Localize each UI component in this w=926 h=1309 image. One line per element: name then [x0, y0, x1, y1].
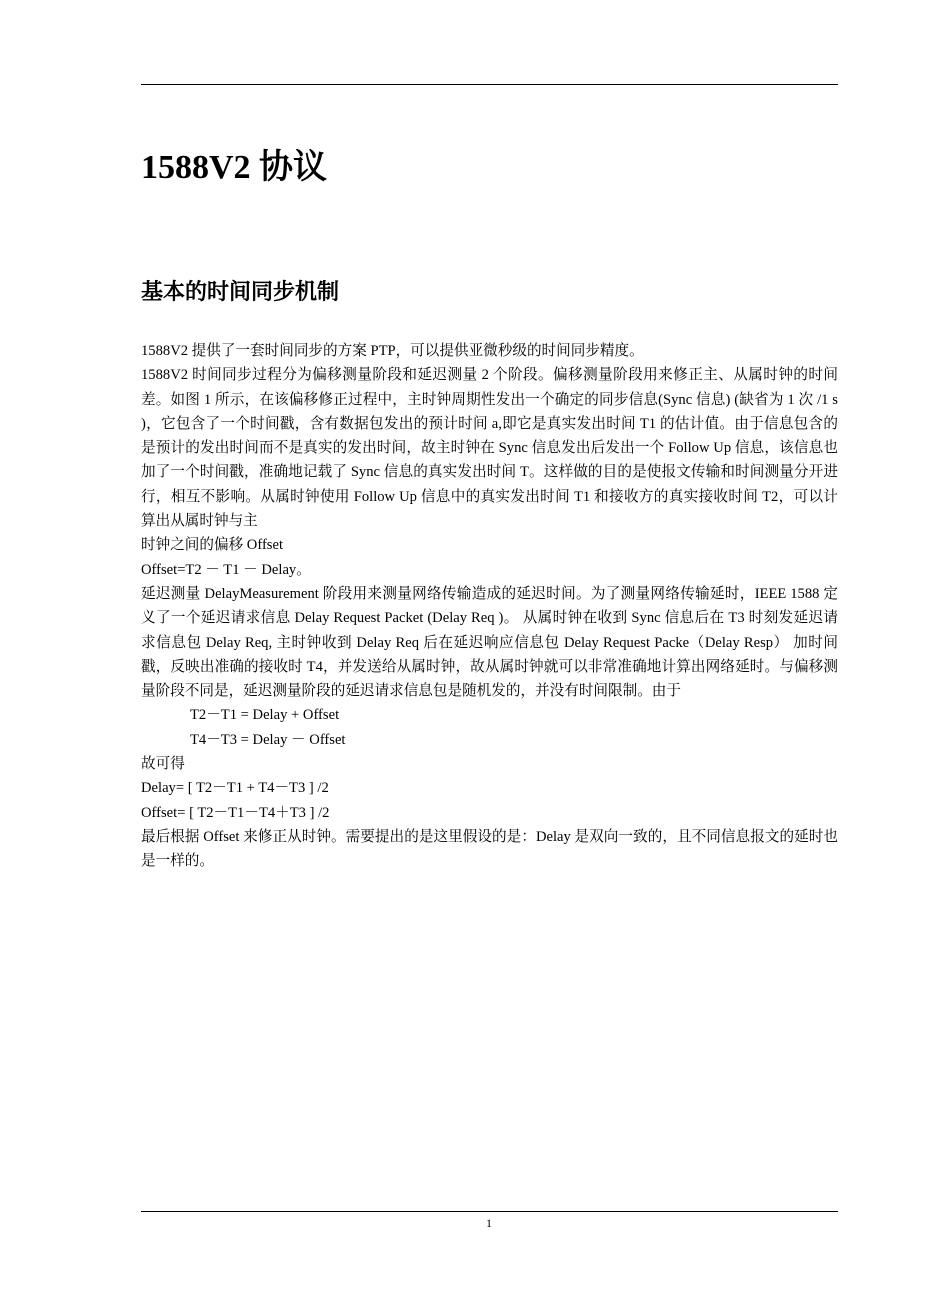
section-heading: 基本的时间同步机制: [141, 280, 340, 305]
paragraph-conclusion: 最后根据 Offset 来修正从时钟。需要提出的是这里假设的是：Delay 是双向一致的，且不同信息报文的延时也 是一样的。: [141, 828, 838, 870]
formula-t4-t3: T4－T3 = Delay － Offset: [190, 731, 346, 748]
paragraph-offset-measurement: 1588V2 时间同步过程分为偏移测量阶段和延迟测量 2 个阶段。偏移测量阶段用来修正主、从属时钟的时间差。如图 1 所示，在该偏移修正过程中，主时钟周期性发出一个确定的同步信息(Sync 信息) (缺省为 1 次 /1 s )，它包含了一个时间戳，含有数据包发出的预计时间 a,即它是真实发出时间 T1 的估计值。由于信息包含的是预计的发出时间而不是真实的发出时间，故主时钟在 Sync 信息发出后发出一个 Follow Up 信息，该信息也加了一个时间戳，准确地记载了 Sync 信息的真实发出时间 T。这样做的目的是使报文传输和时间测量分开进行，相互不影响。从属时钟使用 Follow Up 信息中的真实发出时间 T1 和接收方的真实接收时间 T2，可以计算出从属时钟与主: [141, 367, 838, 530]
document-title: 1588V2 协议: [141, 149, 328, 186]
document-body: [141, 339, 838, 874]
formula-t2-t1: T2－T1 = Delay + Offset: [190, 707, 340, 724]
paragraph-intro: 1588V2 提供了一套时间同步的方案 PTP，可以提供亚微秒级的时间同步精度。: [141, 343, 644, 359]
paragraph-offset-definition: 时钟之间的偏移 Offset: [141, 537, 284, 554]
page-number: 1: [486, 1216, 492, 1230]
formula-offset-result: Offset= [ T2－T1－T4＋T3 ] /2: [141, 804, 330, 821]
formula-offset: Offset=T2 － T1 － Delay。: [141, 561, 311, 578]
footer-rule: [141, 1211, 838, 1212]
formula-delay: Delay= [ T2－T1 + T4－T3 ] /2: [141, 780, 329, 797]
header-rule: [141, 84, 838, 85]
paragraph-delay-measurement: 延迟测量 DelayMeasurement 阶段用来测量网络传输造成的延迟时间。为了测量网络传输延时，IEEE 1588 定义了一个延迟请求信息 Delay Request Packet (Delay Req )。 从属时钟在收到 Sync 信息后在 T3 时刻发延迟请求信息包 Delay Req, 主时钟收到 Delay Req 后在延迟响应信息包 Delay Request Packe（Delay Resp） 加时间戳，反映出准确的接收时 T4，并发送给从属时钟，故从属时钟就可以非常准确地计算出网络延时。与偏移测量阶段不同是，延迟测量阶段的延迟请求信息包是随机发的，并没有时间限制。由于: [141, 585, 838, 700]
paragraph-therefore: 故可得: [141, 756, 185, 773]
